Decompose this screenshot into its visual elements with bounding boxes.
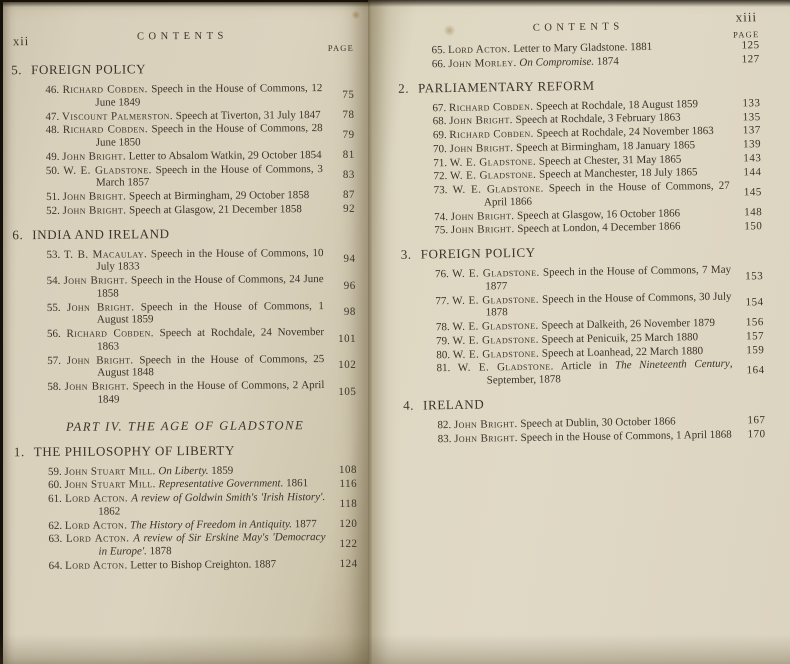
entry-author: John Bright. [450, 223, 515, 237]
entry-text [45, 82, 322, 109]
entry-author: Richard Cobden. [448, 100, 534, 114]
entry-work-title: On Compromise. [519, 55, 595, 69]
entry-page-number: 87 [343, 189, 356, 202]
entry-number: 81. [436, 362, 451, 375]
entry-author: Lord Acton. [65, 492, 129, 505]
part-heading: PART IV. THE AGE OF GLADSTONE [65, 417, 305, 434]
entry-page-number: 157 [745, 330, 765, 343]
entry-page-number: 78 [342, 108, 355, 121]
entry-page-number: 143 [743, 152, 762, 165]
entry-description: , September, 1878 [486, 357, 733, 387]
entry-number: 67. [432, 101, 447, 114]
entry-number: 65. [431, 44, 446, 57]
entry-description: Speech at Birmingham, 18 January 1865 [515, 138, 696, 154]
entry-author: W. E. Gladstone. [63, 163, 152, 177]
entry-author: John Bright. [63, 274, 128, 287]
entry-page-number: 135 [742, 110, 761, 124]
entry-description: Speech at Penicuik, 25 March 1880 [541, 330, 699, 346]
entry-page-number: 164 [746, 364, 765, 377]
entry-number: 57. [47, 354, 61, 367]
section-title: INDIA AND IRELAND [32, 225, 170, 242]
entry-author: Richard Cobden. [449, 127, 534, 142]
entry-description: Speech in the House of Commons, 24 June 1858 [96, 273, 324, 300]
entry-page-number: 153 [745, 269, 764, 283]
right-page-content [367, 0, 790, 664]
entry-description: 1862 [98, 505, 121, 518]
entry-page-number: 159 [746, 343, 765, 357]
toc-entry [48, 517, 357, 532]
entry-description: 1877 [291, 517, 317, 530]
entry-number: 78. [435, 321, 450, 334]
entry-number: 75. [434, 224, 449, 237]
right-page-sections [397, 39, 765, 446]
entry-page-number: 122 [339, 537, 358, 550]
toc-entry [45, 108, 354, 123]
entry-text [48, 491, 325, 518]
section-heading [401, 241, 763, 263]
entry-author: Richard Cobden. [62, 83, 148, 96]
entry-text [46, 247, 323, 274]
entry-text [46, 149, 323, 164]
entry-page-number: 156 [745, 316, 764, 329]
entry-page-number: 148 [744, 206, 763, 219]
entry-page-number: 137 [742, 124, 761, 137]
entry-author: Lord Acton. [447, 43, 511, 57]
right-page [372, 0, 790, 664]
section-heading [11, 60, 354, 78]
entry-number: 64. [48, 559, 63, 572]
left-page-header [11, 25, 354, 53]
entry-number: 46. [45, 83, 60, 96]
toc-entry [46, 189, 355, 204]
right-page-header [397, 9, 759, 45]
entry-number: 70. [433, 142, 447, 156]
entry-author: John Morley. [448, 56, 517, 70]
entry-author: John Bright. [449, 141, 514, 155]
entry-number: 50. [45, 164, 60, 177]
entry-author: John Bright. [453, 417, 518, 431]
toc-entry [46, 203, 355, 218]
entry-number: 62. [48, 519, 63, 532]
entry-description: 1859 [208, 464, 234, 477]
section-number: 6. [12, 226, 24, 242]
entry-author: John Bright. [66, 300, 135, 314]
entry-number: 55. [46, 301, 61, 314]
entry-page-number: 127 [741, 53, 760, 66]
entry-author: W. E. Gladstone. [452, 333, 539, 347]
entry-author: W. E. Gladstone. [452, 182, 544, 196]
entry-text [46, 203, 323, 218]
entry-page-number: 75 [342, 88, 355, 101]
toc-entry [434, 179, 762, 210]
entry-text [435, 264, 731, 294]
left-page [3, 2, 370, 664]
entry-page-number: 116 [339, 477, 358, 490]
entry-number: 59. [47, 465, 62, 478]
entry-text [47, 326, 324, 353]
entry-description: Speech at Manchester, 18 July 1865 [538, 166, 698, 181]
entry-number: 69. [432, 129, 447, 142]
entry-description: Speech in the House of Commons, 2 April 1849 [97, 379, 325, 406]
entry-description: 1861 [283, 477, 309, 490]
toc-entry [48, 491, 357, 519]
entry-page-number: 167 [747, 414, 766, 427]
entry-number: 79. [436, 334, 450, 348]
right-contents-heading: CONTENTS [532, 21, 624, 34]
section-heading [403, 392, 765, 414]
entry-page-number: 96 [343, 279, 356, 292]
toc-entry [47, 379, 356, 407]
entry-page-number: 139 [742, 138, 762, 151]
entry-page-number: 150 [744, 219, 763, 233]
toc-entry [47, 352, 356, 380]
entry-description: Speech at Dublin, 30 October 1866 [520, 415, 676, 430]
left-folio: xii [12, 34, 30, 49]
entry-description: Letter to Bishop Creighton. 1887 [130, 558, 277, 572]
entry-page-number: 81 [342, 148, 355, 162]
entry-description: Speech at Chester, 31 May 1865 [538, 152, 682, 168]
entry-number: 54. [46, 274, 61, 287]
entry-description: Speech at Rochdale, 24 November 1863 [97, 326, 325, 353]
entry-number: 49. [45, 150, 60, 163]
entry-description: Speech in the House of Commons, 1 April 1868 [520, 428, 732, 444]
entry-description: Speech in the House of Commons, 10 July 1833 [96, 246, 324, 273]
section-number: 5. [11, 62, 23, 78]
entry-description: Speech in the House of Commons, 30 July 1878 [485, 290, 732, 319]
entry-text [434, 180, 730, 210]
entry-description: Speech at London, 4 December 1866 [517, 220, 681, 236]
section-heading [14, 441, 357, 459]
entry-description: Speech at Glasgow, 21 December 1858 [129, 202, 302, 217]
entry-author: T. B. Macaulay. [63, 247, 148, 261]
toc-entry [46, 246, 355, 274]
entry-page-number: 133 [742, 97, 761, 110]
left-page-content [1, 1, 373, 664]
entry-author: John Bright. [62, 204, 127, 217]
entry-page-number: 102 [338, 359, 357, 372]
entry-work-title: Representative Government. [158, 477, 284, 491]
entry-author: John Bright. [449, 114, 513, 128]
entry-description: Speech at Birmingham, 29 October 1858 [128, 189, 310, 203]
entry-text [49, 558, 326, 573]
toc-entry [436, 357, 764, 388]
entry-number: 51. [46, 190, 60, 203]
entry-description: 1874 [594, 55, 619, 68]
section-number: 1. [13, 443, 25, 459]
entry-number: 82. [437, 418, 452, 432]
entry-number: 63. [48, 533, 63, 546]
entry-number: 52. [46, 204, 60, 217]
entry-description: Speech at Dalkeith, 26 November 1879 [541, 316, 715, 332]
entry-page-number: 145 [743, 185, 762, 199]
entry-description: Speech in the House of Commons, 3 March 1857 [95, 162, 323, 189]
entry-page-number: 98 [343, 306, 356, 319]
entry-description: Speech in the House of Commons, 12 June 1849 [95, 82, 323, 109]
entry-description: Speech at Loanhead, 22 March 1880 [541, 344, 704, 360]
entry-author: John Bright. [64, 380, 130, 393]
entry-description: Speech in the House of Commons, 7 May 1877 [485, 263, 732, 293]
entry-number: 83. [437, 432, 452, 445]
toc-entry [435, 290, 763, 321]
toc-entry [47, 326, 356, 354]
entry-number: 53. [46, 248, 61, 261]
entry-text [436, 358, 732, 388]
section-heading [398, 75, 760, 97]
section-title: PARLIAMENTARY REFORM [417, 77, 595, 96]
entry-text [47, 353, 324, 380]
left-page-sections [11, 60, 358, 573]
entry-page-number: 94 [343, 253, 356, 266]
entry-description: Speech at Glasgow, 16 October 1866 [517, 206, 681, 222]
section-title: THE PHILOSOPHY OF LIBERTY [33, 442, 235, 459]
entry-page-number: 125 [741, 39, 760, 52]
section-number: 2. [398, 80, 410, 96]
toc-entry [46, 122, 355, 150]
toc-entry [45, 82, 354, 110]
toc-entry [435, 263, 763, 294]
entry-author: John Bright. [62, 150, 127, 163]
entry-page-number: 144 [743, 165, 762, 179]
entry-text [47, 273, 324, 300]
entry-number: 48. [45, 124, 60, 137]
entry-page-number: 92 [343, 202, 356, 216]
entry-description: Article in [560, 359, 616, 373]
entry-text [435, 290, 731, 320]
entry-description: Speech at Rochdale, 24 November 1863 [536, 124, 714, 140]
entry-author: John Bright. [454, 431, 518, 445]
entry-text [48, 518, 325, 533]
entry-author: Lord Acton. [65, 532, 130, 546]
entry-author: Lord Acton. [65, 559, 128, 572]
toc-entry [49, 558, 358, 573]
entry-text [48, 477, 325, 492]
section-number: 3. [400, 246, 412, 262]
entry-page-number: 154 [745, 296, 764, 309]
entry-number: 60. [48, 479, 62, 492]
right-folio: xiii [735, 9, 758, 25]
section-title: FOREIGN POLICY [420, 244, 536, 262]
entry-author: Richard Cobden. [66, 327, 154, 340]
entry-page-number: 124 [339, 557, 358, 571]
entry-number: 73. [433, 184, 448, 197]
entry-number: 74. [434, 210, 449, 223]
entry-number: 47. [45, 110, 60, 123]
entry-work-title: The Nineteenth Century [614, 357, 730, 372]
entry-author: Lord Acton. [64, 518, 128, 532]
entry-work-title: The History of Freedom in Antiquity. [130, 517, 293, 531]
entry-number: 68. [432, 115, 447, 128]
section-number: 4. [403, 397, 415, 413]
entry-author: Viscount Palmerston. [61, 109, 174, 123]
entry-text [46, 122, 323, 149]
entry-page-number: 79 [342, 128, 355, 141]
entry-description: Speech in the House of Commons, 1 August 1859 [96, 299, 324, 326]
entry-page-number: 108 [338, 463, 358, 476]
entry-author: John Bright. [450, 209, 515, 223]
entry-number: 56. [46, 327, 61, 340]
left-page-column-label: PAGE [327, 42, 355, 54]
entry-text [47, 300, 324, 327]
entry-description: Speech at Tiverton, 31 July 1847 [175, 108, 321, 122]
entry-author: John Stuart Mill. [64, 464, 156, 478]
entry-description: 1878 [146, 545, 172, 558]
toc-entry [46, 149, 355, 164]
entry-description: Speech in the House of Commons, 25 August 1848 [97, 352, 325, 379]
entry-description: Letter to Absalom Watkin, 29 October 1854 [128, 148, 322, 163]
toc-entry [47, 273, 356, 301]
entry-author: W. E. Gladstone. [452, 347, 540, 361]
entry-page-number: 120 [339, 517, 358, 530]
entry-page-number: 105 [338, 385, 357, 398]
entry-number: 71. [433, 156, 448, 169]
entry-author: Richard Cobden. [62, 123, 149, 137]
entry-text [46, 189, 323, 204]
entry-text [48, 464, 325, 479]
toc-entry [46, 162, 355, 190]
right-page-column-label: PAGE [733, 29, 760, 40]
entry-number: 66. [431, 57, 446, 71]
entry-work-title: On Liberty. [158, 464, 209, 477]
section-title: IRELAND [422, 396, 485, 413]
entry-author: W. E. Gladstone. [449, 155, 537, 169]
entry-text [48, 531, 325, 558]
entry-work-title: A review of Sir Erskine May's 'Democracy in Europe'. [98, 531, 326, 558]
section-title: FOREIGN POLICY [31, 61, 147, 78]
entry-author: John Stuart Mill. [64, 478, 156, 492]
entry-text [45, 109, 322, 124]
entry-number: 76. [434, 268, 449, 281]
toc-entry [48, 531, 357, 559]
entry-author: W. E. Gladstone. [452, 266, 540, 281]
toc-entry [48, 477, 357, 492]
entry-author: W. E. Gladstone. [452, 319, 539, 334]
entry-number: 80. [436, 348, 451, 361]
entry-page-number: 118 [339, 497, 358, 510]
entry-page-number: 83 [342, 169, 355, 182]
toc-entry [47, 299, 356, 327]
entry-description: Speech in the House of Commons, 27 April 1866 [483, 179, 730, 209]
entry-author: W. E. Gladstone. [452, 293, 540, 307]
entry-text [47, 379, 324, 406]
entry-description: Letter to Mary Gladstone. 1881 [513, 40, 653, 56]
entry-number: 72. [433, 170, 448, 183]
left-contents-heading: CONTENTS [136, 30, 228, 43]
entry-number: 61. [48, 492, 62, 505]
entry-author: W. E. Gladstone. [449, 168, 537, 183]
entry-work-title: A review of Goldwin Smith's 'Irish History'. [131, 491, 326, 505]
entry-description: Speech in the House of Commons, 28 June 1850 [95, 122, 323, 149]
entry-description: Speech at Rochdale, 3 February 1863 [515, 111, 681, 127]
entry-description: Speech at Rochdale, 18 August 1859 [536, 97, 699, 113]
entry-page-number: 101 [338, 332, 357, 345]
entry-text [46, 163, 323, 190]
section-heading [12, 224, 355, 242]
entry-number: 58. [47, 380, 62, 393]
entry-page-number: 170 [747, 427, 766, 441]
entry-number: 77. [435, 294, 450, 307]
entry-author: W. E. Gladstone. [457, 360, 554, 375]
toc-entry [48, 463, 357, 478]
entry-author: John Bright. [62, 190, 127, 203]
entry-author: John Bright. [66, 353, 134, 367]
